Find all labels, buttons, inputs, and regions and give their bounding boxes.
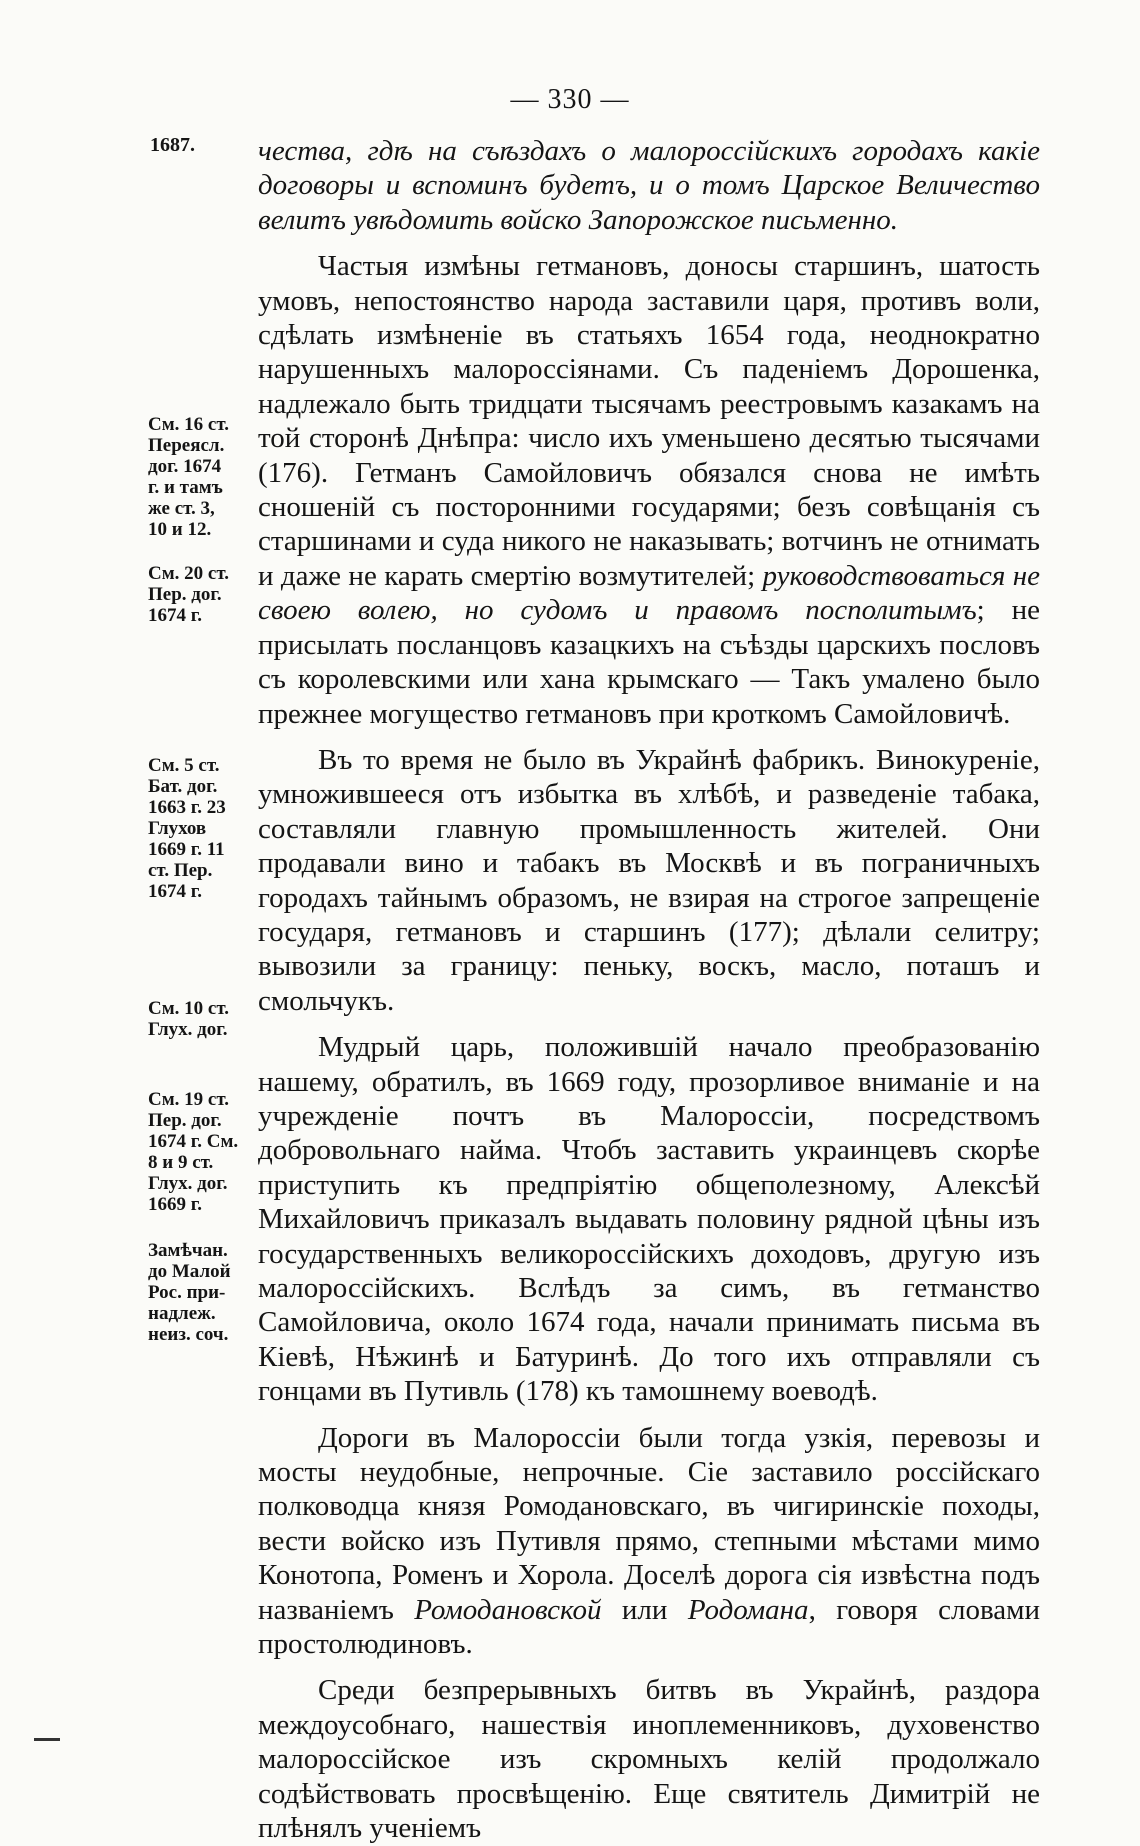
note-line: См. 20 ст. xyxy=(148,563,230,584)
paragraph-4 xyxy=(258,1030,1040,1408)
ink-mark xyxy=(34,1738,60,1741)
paragraph-2 xyxy=(258,249,1040,731)
note-line: См. 16 ст. xyxy=(148,414,230,435)
text-span: Частыя измѣны гетмановъ, доносы старшинъ, шатость умовъ, непостоянство народа заставили царя, противъ воли, сдѣлать измѣненіе въ статьяхъ 1654 года, неоднократно нарушенныхъ малороссіянами. Съ паденіемъ Дорошенка, надлежало быть тридцати тысячамъ реестровымъ казакамъ на той сторонѣ Днѣпра: число ихъ уменьшено десятью тысячами (176). Гетманъ Самойловичъ обязался снова не имѣть сношеній съ посторонними государями; безъ совѣщанія съ старшинами и суда никого не наказывать; вотчинъ не отнимать и даже не карать смертію возмутителей; xyxy=(258,250,1040,592)
note-line: Рос. при- xyxy=(148,1282,226,1303)
margin-note-2 xyxy=(148,563,263,626)
note-line: Замѣчан. xyxy=(148,1240,228,1261)
text-span: или xyxy=(601,1593,688,1626)
note-line: 1669 г. xyxy=(148,1194,202,1215)
note-line: г. и тамъ xyxy=(148,477,223,498)
text-span: , говоря словами простолюдиновъ. xyxy=(258,1593,1040,1661)
text-span: Въ то время не было въ Украйнѣ фабрикъ. Винокуреніе, умножившееся отъ избытка въ хлѣбѣ, и разведеніе табака, составляли главную промышленность жителей. Они продавали вино и табакъ въ Москвѣ и въ пограничныхъ городахъ тайнымъ образомъ, не взирая на строгое запрещеніе государя, гетмановъ и старшинъ (177); дѣлали селитру; вывозили за границу: пеньку, воскъ, масло, поташъ и смольчукъ. xyxy=(258,743,1040,1017)
text-span: Дороги въ Малороссіи были тогда узкія, перевозы и мосты неудобные, непрочные. Сіе заставило россійскаго полководца князя Ромодановскаго, въ чигиринскіе походы, вести войско изъ Путивля прямо, степными мѣстами мимо Конотопа, Роменъ и Хорола. Доселѣ дорога сія извѣстна подъ названіемъ xyxy=(258,1421,1040,1626)
margin-note-4 xyxy=(148,998,263,1040)
text-span: ; не присылать посланцовъ казацкихъ на съѣзды царскихъ пословъ съ королевскими или хана крымскаго — Такъ умалено было прежнее могущество гетмановъ при кроткомъ Самойловичѣ. xyxy=(258,594,1040,730)
paragraph-5 xyxy=(258,1421,1040,1662)
note-line: 1669 г. 11 xyxy=(148,839,225,860)
note-line: же ст. 3, xyxy=(148,498,215,519)
note-line: 1674 г. xyxy=(148,605,202,626)
note-line: Бат. дог. xyxy=(148,776,218,797)
margin-note-1 xyxy=(148,414,263,540)
note-line: Глух. дог. xyxy=(148,1019,228,1040)
paragraph-1 xyxy=(258,134,1040,237)
note-line: Глух. дог. xyxy=(148,1173,228,1194)
main-text xyxy=(258,134,1040,1846)
note-line: 8 и 9 ст. xyxy=(148,1152,214,1173)
paragraph-3 xyxy=(258,743,1040,1018)
note-line: Глухов xyxy=(148,818,207,839)
paragraph-6 xyxy=(258,1673,1040,1845)
note-line: Переясл. xyxy=(148,435,225,456)
text-span: чества, гдѣ на съѣздахъ о малороссійскихъ городахъ какіе договоры и вспоминъ будетъ, и о томъ Царское Величество велитъ увѣдомить войско Запорожское письменно. xyxy=(258,135,1040,236)
note-line: См. 10 ст. xyxy=(148,998,230,1019)
note-line: 1674 г. xyxy=(148,881,202,902)
text-span: руководствоваться не своею волею, но судомъ и правомъ посполитымъ xyxy=(258,559,1040,627)
note-line: надлеж. xyxy=(148,1303,216,1324)
note-line: Пер. дог. xyxy=(148,584,222,605)
note-line: неиз. соч. xyxy=(148,1324,229,1345)
margin-note-5 xyxy=(148,1089,263,1215)
text-span: Родомана xyxy=(687,1593,809,1626)
note-line: 1674 г. См. xyxy=(148,1131,239,1152)
margin-year: 1687. xyxy=(150,134,195,156)
text-span: Мудрый царь, положившій начало преобразованію нашему, обратилъ, въ 1669 году, прозорливое вниманіе и на учрежденіе почтъ въ Малороссіи, посредствомъ добровольнаго найма. Чтобъ заставить украинцевъ скорѣе приступить къ предпріятію общеполезному, Алексѣй Михайловичъ приказалъ выдавать половину рядной цѣны изъ государственныхъ великороссійскихъ доходовъ, другую изъ малороссійскихъ. Вслѣдъ за симъ, въ гетманство Самойловича, около 1674 года, начали принимать письма въ Кіевѣ, Нѣжинѣ и Батуринѣ. До того ихъ отправляли съ гонцами въ Путивль (178) къ тамошнему воеводѣ. xyxy=(258,1031,1040,1408)
note-line: См. 5 ст. xyxy=(148,755,220,776)
note-line: Пер. дог. xyxy=(148,1110,222,1131)
margin-note-6 xyxy=(148,1240,263,1345)
note-line: 10 и 12. xyxy=(148,519,212,540)
text-span: Ромодановской xyxy=(414,1593,602,1626)
note-line: до Малой xyxy=(148,1261,231,1282)
note-line: ст. Пер. xyxy=(148,860,213,881)
note-line: дог. 1674 xyxy=(148,456,222,477)
page-number: — 330 — xyxy=(510,84,630,115)
margin-note-3 xyxy=(148,755,263,902)
text-span: Среди безпрерывныхъ битвъ въ Украйнѣ, раздора междоусобнаго, нашествія иноплеменниковъ, духовенство малороссійское изъ скромныхъ келій продолжало содѣйствовать просвѣщенію. Еще святитель Димитрій не плѣнялъ ученіемъ xyxy=(258,1674,1040,1845)
note-line: 1663 г. 23 xyxy=(148,797,226,818)
note-line: См. 19 ст. xyxy=(148,1089,230,1110)
